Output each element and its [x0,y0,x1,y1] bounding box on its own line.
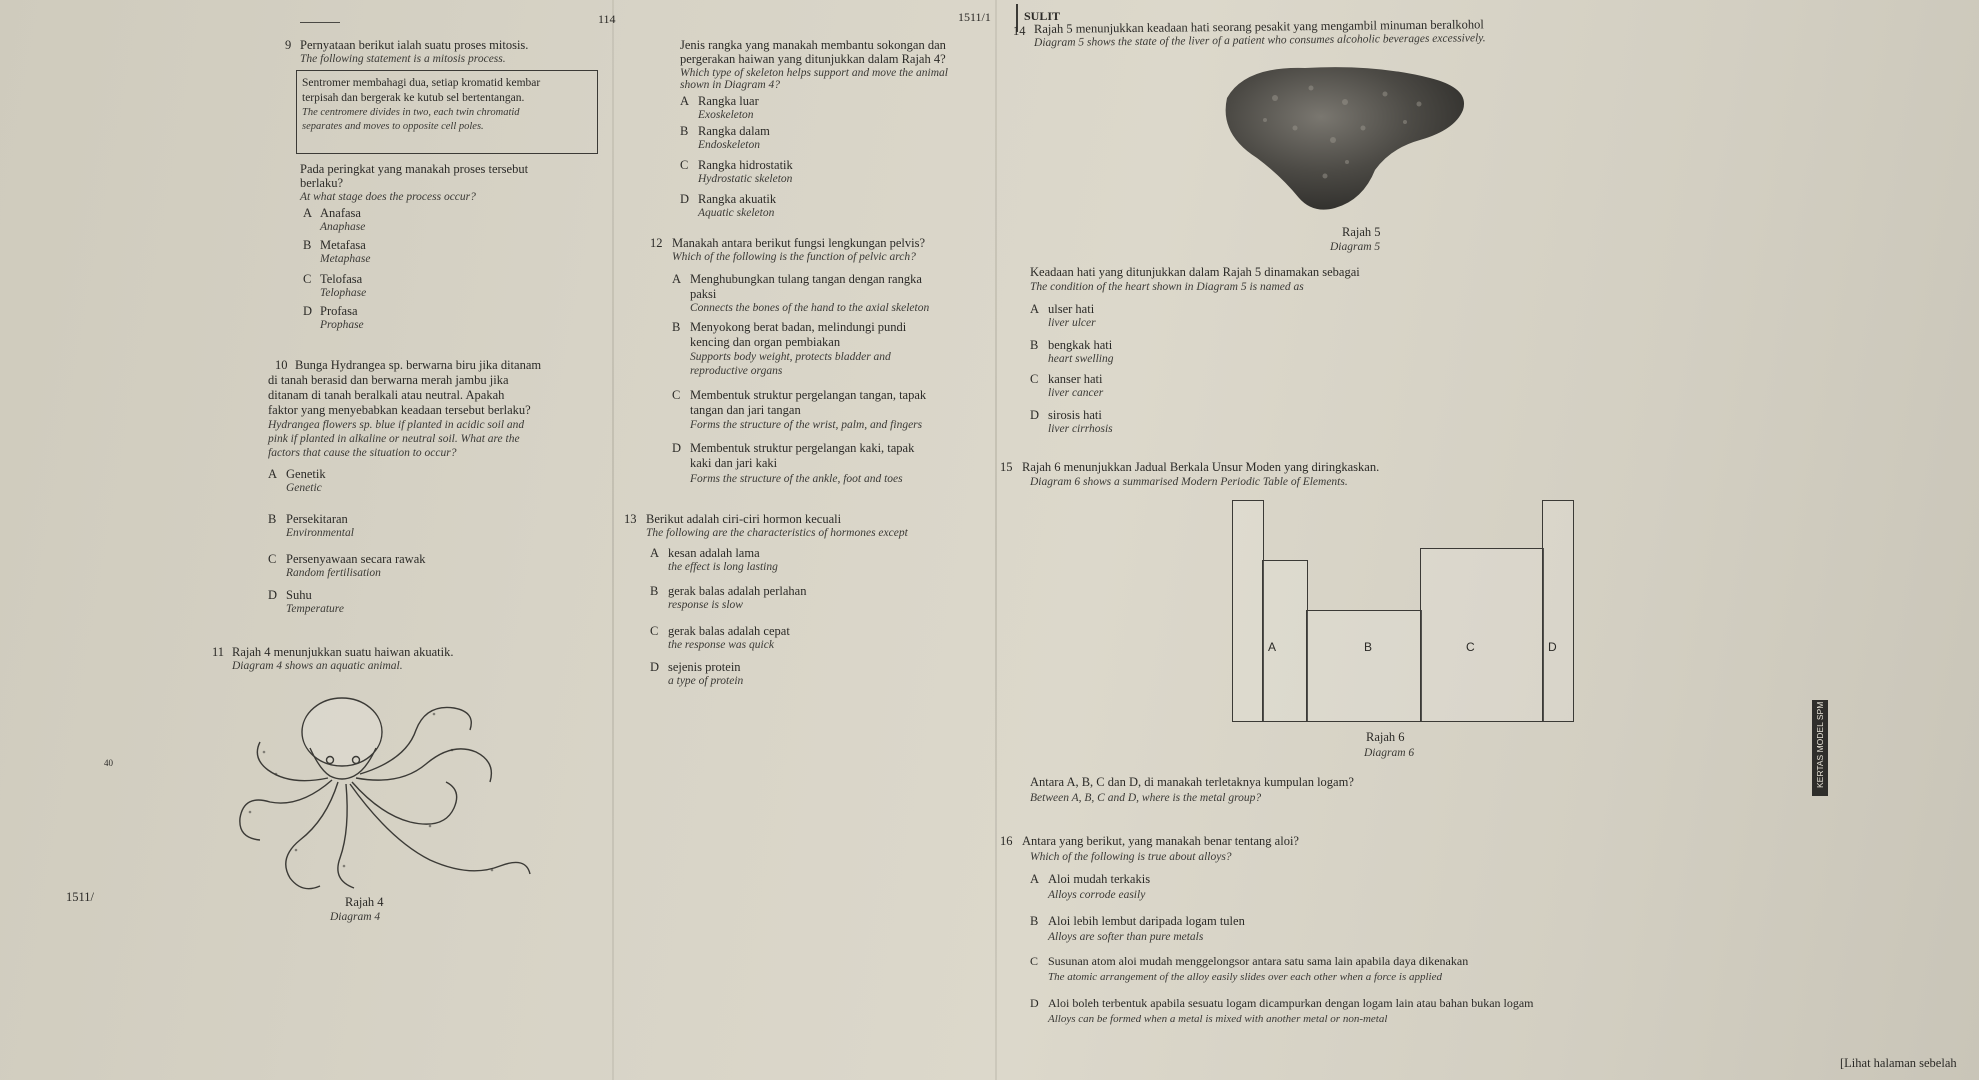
liver-illustration [1215,58,1480,218]
q16-option-b-en: Alloys are softer than pure metals [1048,931,1204,943]
q9-ask-en: At what stage does the process occur? [300,191,476,203]
q11-option-letter[interactable]: C [680,158,689,172]
rule [300,22,340,23]
q16-option-a[interactable]: Aloi mudah terkakis [1048,872,1151,886]
q9-option-a[interactable]: Anafasa [320,206,361,220]
q13-stem: Berikut adalah ciri-ciri hormon kecuali [646,512,842,526]
q11-number: 11 [212,645,225,659]
q16-option-letter[interactable]: B [1030,914,1039,928]
q10-line: faktor yang menyebabkan keadaan tersebut berlaku? [268,403,531,417]
q16-stem: Antara yang berikut, yang manakah benar tentang aloi? [1022,834,1299,848]
side-page-number: 40 [104,758,113,768]
q9-ask: berlaku? [300,176,344,190]
q12-option-d[interactable]: Membentuk struktur pergelangan kaki, tapak [690,441,915,455]
q10-line: di tanah berasid dan berwarna merah jambu jika [268,373,509,387]
diagram-6-caption-en: Diagram 6 [1364,747,1415,759]
q12-option-letter[interactable]: A [672,272,682,286]
octopus-illustration [230,690,570,900]
page-number: 114 [598,12,616,26]
q10-line: Bunga Hydrangea sp. berwarna biru jika ditanam [295,358,542,372]
label-b: B [1364,640,1373,654]
q10-option-d[interactable]: Suhu [286,588,312,602]
paper-code: 1511/1 [958,10,991,24]
footer-code: 1511/ [66,890,95,904]
q13-option-letter[interactable]: B [650,584,659,598]
q11-option-c[interactable]: Rangka hidrostatik [698,158,793,172]
q9-option-letter[interactable]: C [303,272,312,286]
q11-option-d[interactable]: Rangka akuatik [698,192,777,206]
q13-stem-en: The following are the characteristics of hormones except [646,527,908,539]
q15-number: 15 [1000,460,1013,474]
q16-option-c-en: The atomic arrangement of the alloy easily slides over each other when a force is applied [1048,971,1442,983]
noble-gas-block [1542,500,1574,722]
q11-question: Jenis rangka yang manakah membantu sokongan dan [680,38,946,52]
secret-label: SULIT [1024,9,1061,23]
q10-line-en: pink if planted in alkaline or neutral soil. What are the [268,433,520,445]
q12-option-letter[interactable]: C [672,388,681,402]
q10-line: ditanam di tanah beralkali atau neutral. Apakah [268,388,505,402]
q11-stem: Rajah 4 menunjukkan suatu haiwan akuatik. [232,645,454,659]
q10-option-a[interactable]: Genetik [286,467,326,481]
q12-option-c-line: tangan dan jari tangan [690,403,801,417]
q12-option-b[interactable]: Menyokong berat badan, melindungi pundi [690,320,907,334]
q13-option-b-en: response is slow [668,599,743,611]
q12-option-b-en: reproductive organs [690,365,783,377]
q14-option-b[interactable]: bengkak hati [1048,338,1113,352]
q10-line-en: Hydrangea flowers sp. blue if planted in acidic soil and [268,419,525,431]
q12-number: 12 [650,236,663,250]
q10-option-b[interactable]: Persekitaran [286,512,348,526]
q14-option-letter[interactable]: C [1030,372,1039,386]
q9-ask: Pada peringkat yang manakah proses tersebut [300,162,529,176]
q11-option-letter[interactable]: D [680,192,690,206]
q9-number: 9 [285,38,292,52]
q15-stem-en: Diagram 6 shows a summarised Modern Periodic Table of Elements. [1030,476,1348,488]
q14-stem: Rajah 5 menunjukkan keadaan hati seorang pesakit yang mengambil minuman beralkohol [1033,17,1484,36]
q16-stem-en: Which of the following is true about alloys? [1030,851,1232,863]
q12-option-a[interactable]: Menghubungkan tulang tangan dengan rangka [690,272,922,286]
q13-option-letter[interactable]: C [650,624,659,638]
spine-label: KERTAS MODEL SPM [1815,701,1825,788]
q14-number: 14 [1013,24,1026,38]
q9-stem-en: The following statement is a mitosis process. [300,53,506,65]
q14-ask: Keadaan hati yang ditunjukkan dalam Rajah 5 dinamakan sebagai [1030,265,1360,279]
q13-number: 13 [624,512,637,526]
q15-ask: Antara A, B, C dan D, di manakah terletaknya kumpulan logam? [1030,775,1354,789]
q12-stem: Manakah antara berikut fungsi lengkungan pelvis? [672,236,926,250]
q11-option-letter[interactable]: B [680,124,689,138]
page-fold [612,0,614,1080]
q13-option-letter[interactable]: A [650,546,660,560]
q14-option-letter[interactable]: D [1030,408,1040,422]
diagram-4-caption: Rajah 4 [345,895,384,909]
q14-option-c-en: liver cancer [1048,387,1104,399]
q14-option-a[interactable]: ulser hati [1048,302,1095,316]
q10-option-letter[interactable]: A [268,467,278,481]
q11-option-b-en: Endoskeleton [698,139,760,151]
q10-number: 10 [275,358,288,372]
q10-option-c-en: Random fertilisation [286,567,381,579]
q11-stem-en: Diagram 4 shows an aquatic animal. [232,660,403,672]
q10-option-a-en: Genetic [286,482,322,494]
q9-option-d-en: Prophase [320,319,364,331]
q12-option-letter[interactable]: D [672,441,682,455]
q13-option-letter[interactable]: D [650,660,660,674]
q13-option-a-en: the effect is long lasting [668,561,778,573]
q10-option-letter[interactable]: B [268,512,277,526]
diagram-6-caption: Rajah 6 [1366,730,1405,744]
q14-option-a-en: liver ulcer [1048,317,1096,329]
q9-option-c-en: Telophase [320,287,367,299]
q11-option-d-en: Aquatic skeleton [698,207,775,219]
q10-option-letter[interactable]: D [268,588,278,602]
q14-option-c[interactable]: kanser hati [1048,372,1103,386]
q13-option-a[interactable]: kesan adalah lama [668,546,760,560]
label-a: A [1268,640,1277,654]
label-c: C [1466,640,1475,654]
next-page-note: [Lihat halaman sebelah [1840,1056,1957,1070]
q10-option-c[interactable]: Persenyawaan secara rawak [286,552,426,566]
q9-option-letter[interactable]: B [303,238,312,252]
q9-option-b[interactable]: Metafasa [320,238,366,252]
table-edge [1232,500,1262,501]
q12-option-letter[interactable]: B [672,320,681,334]
q14-option-letter[interactable]: A [1030,302,1040,316]
q9-option-letter[interactable]: A [303,206,313,220]
q16-option-b[interactable]: Aloi lebih lembut daripada logam tulen [1048,914,1245,928]
q11-option-a[interactable]: Rangka luar [698,94,759,108]
page-fold [995,0,997,1080]
q11-question: pergerakan haiwan yang ditunjukkan dalam Rajah 4? [680,52,946,66]
q12-option-d-line: kaki dan jari kaki [690,456,778,470]
q9-option-b-en: Metaphase [320,253,371,265]
q14-stem-en: Diagram 5 shows the state of the liver of a patient who consumes alcoholic beverages excessively. [1033,32,1486,49]
q10-option-b-en: Environmental [286,527,354,539]
q9-box-line: terpisah dan bergerak ke kutub sel bertentangan. [302,92,525,104]
q16-option-d[interactable]: Aloi boleh terbentuk apabila sesuatu logam dicampurkan dengan logam lain atau bahan bukan logam [1048,996,1534,1010]
q14-option-d[interactable]: sirosis hati [1048,408,1102,422]
q14-option-letter[interactable]: B [1030,338,1039,352]
q12-option-c[interactable]: Membentuk struktur pergelangan tangan, tapak [690,388,927,402]
q9-box-line: Sentromer membahagi dua, setiap kromatid kembar [302,77,541,89]
q13-option-c[interactable]: gerak balas adalah cepat [668,624,790,638]
q14-ask-en: The condition of the heart shown in Diagram 5 is named as [1030,281,1304,293]
q11-option-letter[interactable]: A [680,94,690,108]
q11-question-en: Which type of skeleton helps support and move the animal [680,67,948,79]
q11-option-b[interactable]: Rangka dalam [698,124,770,138]
q11-option-a-en: Exoskeleton [698,109,754,121]
label-d: D [1548,640,1557,654]
q9-option-letter[interactable]: D [303,304,313,318]
q14-option-b-en: heart swelling [1048,353,1114,365]
q16-option-d-en: Alloys can be formed when a metal is mixed with another metal or non-metal [1048,1013,1388,1025]
q10-line-en: factors that cause the situation to occur? [268,447,457,459]
q12-option-d-en: Forms the structure of the ankle, foot and toes [690,473,903,485]
q13-option-b[interactable]: gerak balas adalah perlahan [668,584,807,598]
q9-box-line-en: The centromere divides in two, each twin chromatid [302,107,520,118]
group-block-a-top [1232,500,1264,722]
diagram-5-caption: Rajah 5 [1342,225,1381,239]
q9-option-a-en: Anaphase [320,221,366,233]
q16-option-c[interactable]: Susunan atom aloi mudah menggelongsor antara satu sama lain apabila daya dikenakan [1048,954,1469,968]
q12-stem-en: Which of the following is the function of pelvic arch? [672,251,916,263]
q9-stem: Pernyataan berikut ialah suatu proses mitosis. [300,38,529,52]
transition-block [1306,610,1422,722]
q11-question-en: shown in Diagram 4? [680,79,780,91]
diagram-4-caption-en: Diagram 4 [330,911,381,923]
q16-number: 16 [1000,834,1013,848]
q12-option-c-en: Forms the structure of the wrist, palm, and fingers [690,419,923,431]
q13-option-c-en: the response was quick [668,639,774,651]
q12-option-a-line: paksi [690,287,717,301]
q12-option-a-en: Connects the bones of the hand to the axial skeleton [690,302,930,314]
q13-option-d-en: a type of protein [668,675,744,687]
q9-option-d[interactable]: Profasa [320,304,358,318]
q9-option-c[interactable]: Telofasa [320,272,363,286]
q16-option-a-en: Alloys corrode easily [1048,889,1146,901]
q16-option-letter[interactable]: C [1030,954,1039,968]
q12-option-b-en: Supports body weight, protects bladder and [690,351,891,363]
q16-option-letter[interactable]: A [1030,872,1040,886]
q10-option-d-en: Temperature [286,603,344,615]
q14-option-d-en: liver cirrhosis [1048,423,1113,435]
q15-stem: Rajah 6 menunjukkan Jadual Berkala Unsur Moden yang diringkaskan. [1022,460,1380,474]
q13-option-d[interactable]: sejenis protein [668,660,741,674]
nonmetal-block [1420,548,1544,722]
q12-option-b-line: kencing dan organ pembiakan [690,335,841,349]
diagram-5-caption-en: Diagram 5 [1330,241,1381,253]
q15-ask-en: Between A, B, C and D, where is the metal group? [1030,792,1262,804]
q11-option-c-en: Hydrostatic skeleton [698,173,793,185]
q9-box-line-en: separates and moves to opposite cell poles. [302,121,484,132]
q10-option-letter[interactable]: C [268,552,277,566]
q16-option-letter[interactable]: D [1030,996,1039,1010]
